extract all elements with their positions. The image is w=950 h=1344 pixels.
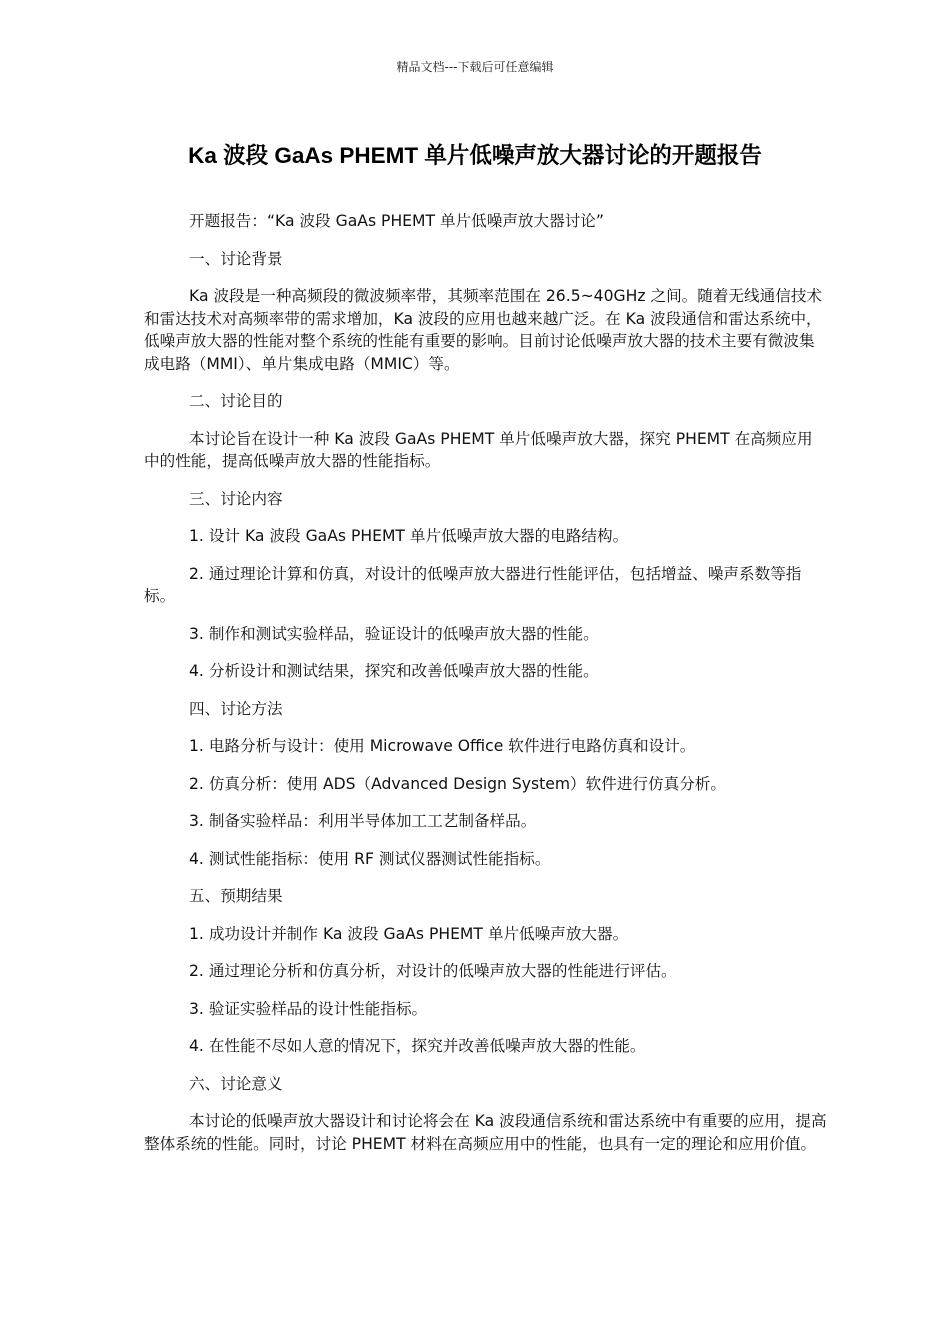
section-heading-methods: 四、讨论方法 — [189, 699, 283, 718]
content-item: 2. 通过理论计算和仿真，对设计的低噪声放大器进行性能评估，包括增益、噪声系数等指标。 — [144, 564, 802, 605]
method-item: 3. 制备实验样品：利用半导体加工工艺制备样品。 — [189, 812, 537, 830]
section-heading-content: 三、讨论内容 — [189, 489, 283, 508]
method-item: 4. 测试性能指标：使用 RF 测试仪器测试性能指标。 — [189, 849, 551, 868]
content-item: 3. 制作和测试实验样品，验证设计的低噪声放大器的性能。 — [189, 624, 599, 643]
header-note: 精品文档---下载后可任意编辑 — [396, 60, 554, 74]
result-item: 2. 通过理论分析和仿真分析，对设计的低噪声放大器的性能进行评估。 — [189, 962, 677, 980]
document-title: Ka 波段 GaAs PHEMT 单片低噪声放大器讨论的开题报告 — [188, 143, 762, 168]
section-paragraph-purpose: 本讨论旨在设计一种 Ka 波段 GaAs PHEMT 单片低噪声放大器，探究 PHEMT 在高频应用中的性能，提高低噪声放大器的性能指标。 — [144, 429, 813, 470]
result-item: 4. 在性能不尽如人意的情况下，探究并改善低噪声放大器的性能。 — [189, 1037, 646, 1055]
section-paragraph-significance: 本讨论的低噪声放大器设计和讨论将会在 Ka 波段通信系统和雷达系统中有重要的应用，提高整体系统的性能。同时，讨论 PHEMT 材料在高频应用中的性能，也具有一定的理论和应用价值。 — [144, 1112, 827, 1153]
section-heading-expected-results: 五、预期结果 — [189, 887, 283, 905]
intro-line: 开题报告：“Ka 波段 GaAs PHEMT 单片低噪声放大器讨论” — [189, 212, 604, 230]
result-item: 3. 验证实验样品的设计性能指标。 — [189, 999, 428, 1018]
section-paragraph-background: Ka 波段是一种高频段的微波频率带，其频率范围在 26.5~40GHz 之间。随着无线通信技术和雷达技术对高频率带的需求增加，Ka 波段的应用也越来越广泛。在 Ka 波段通信和雷达系统中，低噪声放大器的性能对整个系统的性能有重要的影响。目前讨论低噪声放大器的技术主要有微波集成电路（MMI）、单片集成电路（MMIC）等。 — [144, 287, 823, 373]
method-item: 1. 电路分析与设计：使用 Microwave Office 软件进行电路仿真和设计。 — [189, 737, 696, 755]
section-heading-significance: 六、讨论意义 — [189, 1074, 283, 1093]
section-heading-background: 一、讨论背景 — [189, 249, 283, 268]
document-body — [144, 210, 828, 1170]
result-item: 1. 成功设计并制作 Ka 波段 GaAs PHEMT 单片低噪声放大器。 — [189, 924, 629, 943]
content-item: 1. 设计 Ka 波段 GaAs PHEMT 单片低噪声放大器的电路结构。 — [189, 527, 629, 545]
method-item: 2. 仿真分析：使用 ADS（Advanced Design System）软件进行仿真分析。 — [189, 774, 726, 793]
content-item: 4. 分析设计和测试结果，探究和改善低噪声放大器的性能。 — [189, 662, 599, 680]
section-heading-purpose: 二、讨论目的 — [189, 392, 283, 410]
